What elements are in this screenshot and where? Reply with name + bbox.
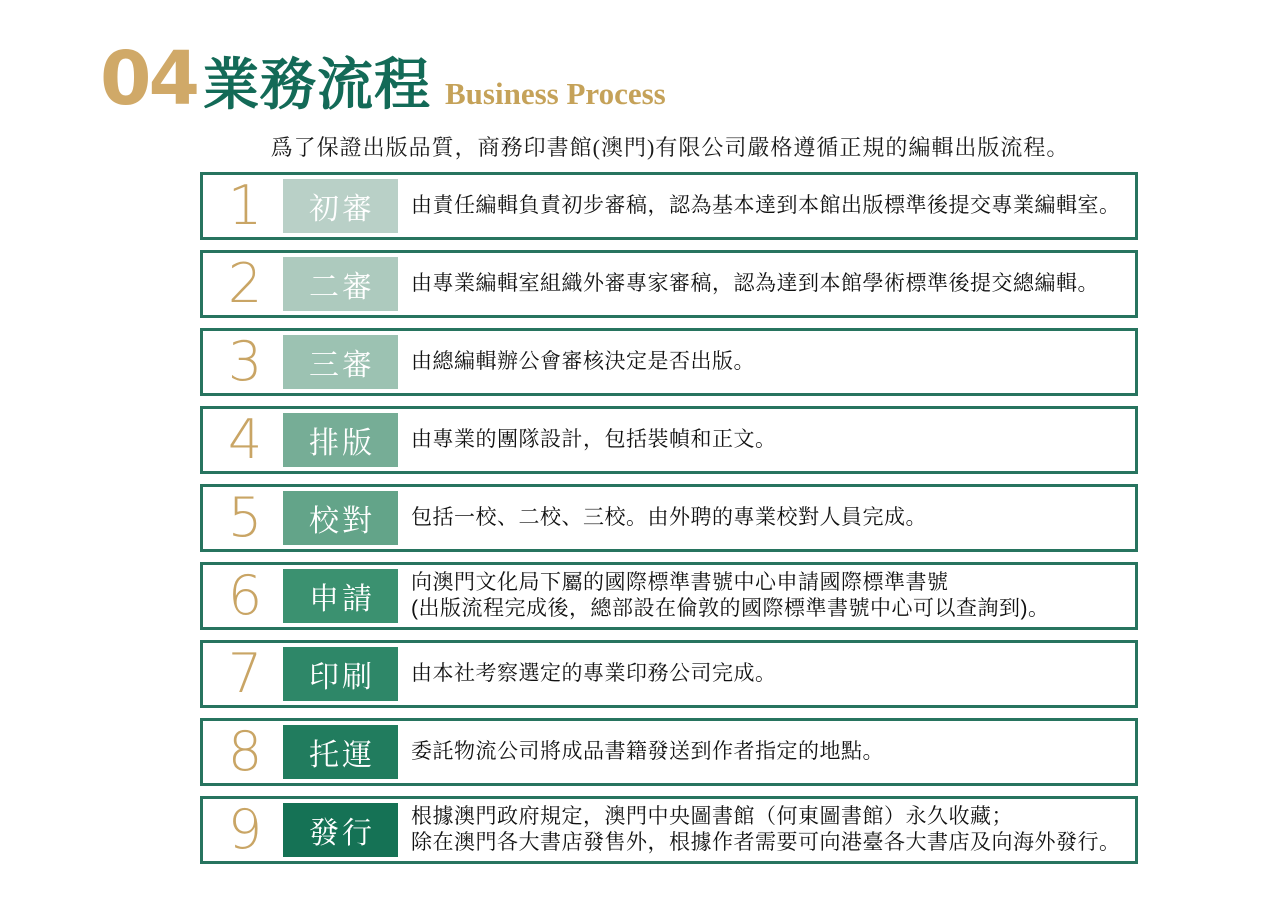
page-header	[100, 36, 666, 122]
step-label-box	[283, 413, 398, 467]
process-steps-list	[200, 172, 1138, 874]
step-description	[398, 179, 1131, 233]
step-description	[398, 413, 1131, 467]
step-label-box	[283, 725, 398, 779]
step-label: 排版	[309, 427, 375, 460]
step-description	[398, 803, 1131, 857]
step-label: 三審	[309, 349, 375, 382]
step-label: 申請	[309, 583, 375, 616]
step-number: 6	[227, 564, 263, 627]
step-description	[398, 647, 1131, 701]
step-label: 二審	[309, 271, 375, 304]
step-number: 8	[227, 720, 263, 783]
step-description-line: 由專業的團隊設計，包括裝幀和正文。	[411, 428, 777, 451]
step-row	[200, 640, 1138, 708]
step-label-box	[283, 335, 398, 389]
step-description	[398, 725, 1131, 779]
step-row	[200, 172, 1138, 240]
step-number: 2	[227, 252, 263, 315]
step-label: 校對	[309, 505, 375, 538]
step-row	[200, 562, 1138, 630]
step-description-line: 由責任編輯負責初步審稿，認為基本達到本館出版標準後提交專業編輯室。	[411, 194, 1121, 217]
step-description	[398, 335, 1131, 389]
page-title-english: Business Process	[444, 76, 666, 111]
step-label-box	[283, 647, 398, 701]
step-description-line: 根據澳門政府規定，澳門中央圖書館（何東圖書館）永久收藏；	[411, 805, 1013, 828]
step-label-box	[283, 257, 398, 311]
step-row	[200, 484, 1138, 552]
step-description-line: 由總編輯辦公會審核決定是否出版。	[411, 350, 755, 373]
step-number: 3	[227, 330, 263, 393]
page-title: 業務流程	[202, 55, 431, 117]
step-description	[398, 569, 1131, 623]
step-label-box	[283, 803, 398, 857]
step-label-box	[283, 569, 398, 623]
step-number: 1	[227, 174, 263, 237]
step-description-line: 除在澳門各大書店發售外，根據作者需要可向港臺各大書店及向海外發行。	[411, 831, 1121, 854]
step-row	[200, 250, 1138, 318]
step-description	[398, 491, 1131, 545]
step-label: 托運	[309, 739, 375, 772]
step-description-line: 委託物流公司將成品書籍發送到作者指定的地點。	[411, 740, 884, 763]
step-row	[200, 796, 1138, 864]
step-description-line: 向澳門文化局下屬的國際標準書號中心申請國際標準書號	[411, 571, 949, 594]
intro-text: 爲了保證出版品質，商務印書館(澳門)有限公司嚴格遵循正規的編輯出版流程。	[270, 135, 1070, 160]
step-label: 發行	[309, 817, 375, 850]
section-number: 04	[100, 36, 197, 122]
step-row	[200, 328, 1138, 396]
step-number: 9	[227, 798, 263, 861]
step-row	[200, 718, 1138, 786]
step-description-line: 由本社考察選定的專業印務公司完成。	[411, 662, 777, 685]
step-label-box	[283, 179, 398, 233]
step-number: 5	[227, 486, 263, 549]
step-description	[398, 257, 1131, 311]
step-label: 印刷	[309, 661, 375, 694]
step-description-line: 包括一校、二校、三校。由外聘的專業校對人員完成。	[411, 506, 927, 529]
step-label: 初審	[309, 193, 375, 226]
step-number: 7	[227, 642, 263, 705]
step-description-line: 由專業編輯室組織外審專家審稿，認為達到本館學術標準後提交總編輯。	[411, 272, 1099, 295]
step-label-box	[283, 491, 398, 545]
step-row	[200, 406, 1138, 474]
step-number: 4	[227, 408, 263, 471]
step-description-line: (出版流程完成後，總部設在倫敦的國際標準書號中心可以查詢到)。	[411, 597, 1050, 620]
